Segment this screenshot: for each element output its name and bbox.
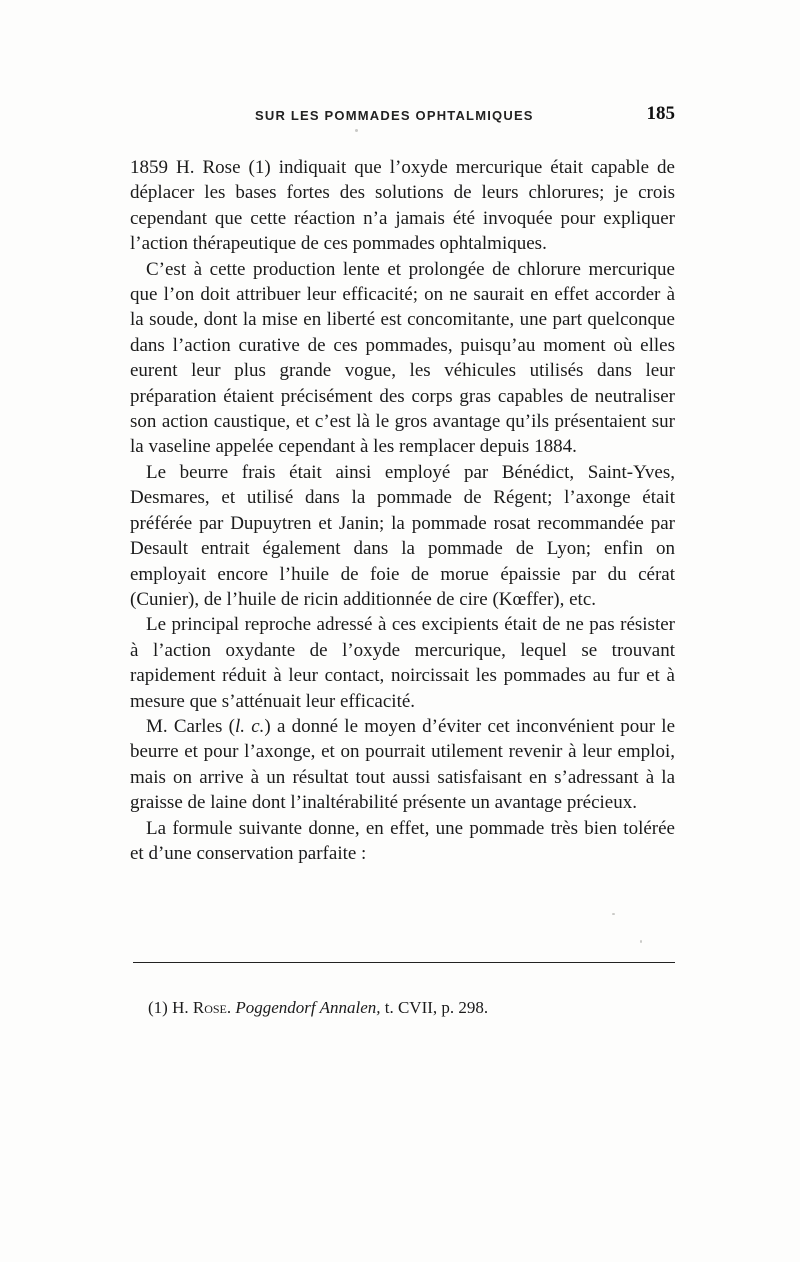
scan-speck (612, 913, 615, 915)
loc-cit-italic: l. c. (234, 715, 265, 737)
paragraph-2: C’est à cette production lente et prolongée de chlorure mercurique que l’on doit attribuer leur efficacité; on ne saurait en effet accorder à la soude, dont la mise en liberté est concomitante, une part quelconque dans l’action curative de ces pommades, puisqu’au moment où elles eurent leur plus grande vogue, les véhicules utilisés dans leur préparation étaient précisément des corps gras capables de neutraliser son action caustique, et c’est là le gros avantage qu’ils présentaient sur la vaseline appelée cependant à les remplacer depuis 1884. (130, 258, 675, 458)
paragraph-5-rest: ) a donné le moyen d’éviter cet inconvénient pour le beurre et pour l’axonge, et on pourrait utilement revenir à leur emploi, mais on arrive à un résultat tout aussi satisfaisant en s’adressant à la graisse de laine dont l’inaltérabilité présente un avantage précieux. (130, 715, 675, 814)
footnote-source: Poggendorf Annalen, (235, 998, 381, 1017)
paragraph-3: Le beurre frais était ainsi employé par Bénédict, Saint-Yves, Desmares, et utilisé dans la pommade de Régent; l’axonge était préférée par Dupuytren et Janin; la pommade rosat recommandée par Desault entrait également dans la pommade de Lyon; enfin on employait encore l’huile de foie de morue épaissie par du cérat (Cunier), de l’huile de ricin additionnée de cire (Kœffer), etc. (130, 461, 675, 610)
scan-speck (640, 940, 642, 943)
running-title: SUR LES POMMADES OPHTALMIQUES (255, 108, 534, 123)
footnote-reference: t. CVII, p. 298. (384, 998, 489, 1017)
page-number: 185 (646, 103, 675, 124)
paragraph-5-start: M. Carles ( (146, 715, 235, 737)
paragraph-1: 1859 H. Rose (1) indiquait que l’oxyde mercurique était capable de déplacer les bases fortes des solutions de leurs chlorures; je crois cependant que cette réaction n’a jamais été invoquée pour expliquer l’action thérapeutique de ces pommades ophtalmiques. (130, 157, 675, 255)
paragraph-4: Le principal reproche adressé à ces excipients était de ne pas résister à l’action oxydante de l’oxyde mercurique, lequel se trouvant rapidement réduit à leur contact, noircissait les pommades au fur et à mesure que s’atténuait leur efficacité. (130, 614, 675, 712)
body-text (130, 155, 675, 866)
footnote-divider (133, 962, 675, 963)
footnote: (1) H. Rose. Poggendorf Annalen, t. CVII, p. 298. (148, 998, 489, 1017)
running-head (255, 100, 675, 130)
paragraph-5 (130, 714, 675, 816)
scan-speck (355, 129, 358, 132)
footnote-marker: (1) (148, 998, 168, 1017)
paragraph-6: La formule suivante donne, en effet, une pommade très bien tolérée et d’une conservation parfaite : (130, 817, 675, 864)
footnote-author-initial: H. (172, 998, 189, 1017)
footnote-author-name: Rose (192, 998, 227, 1017)
